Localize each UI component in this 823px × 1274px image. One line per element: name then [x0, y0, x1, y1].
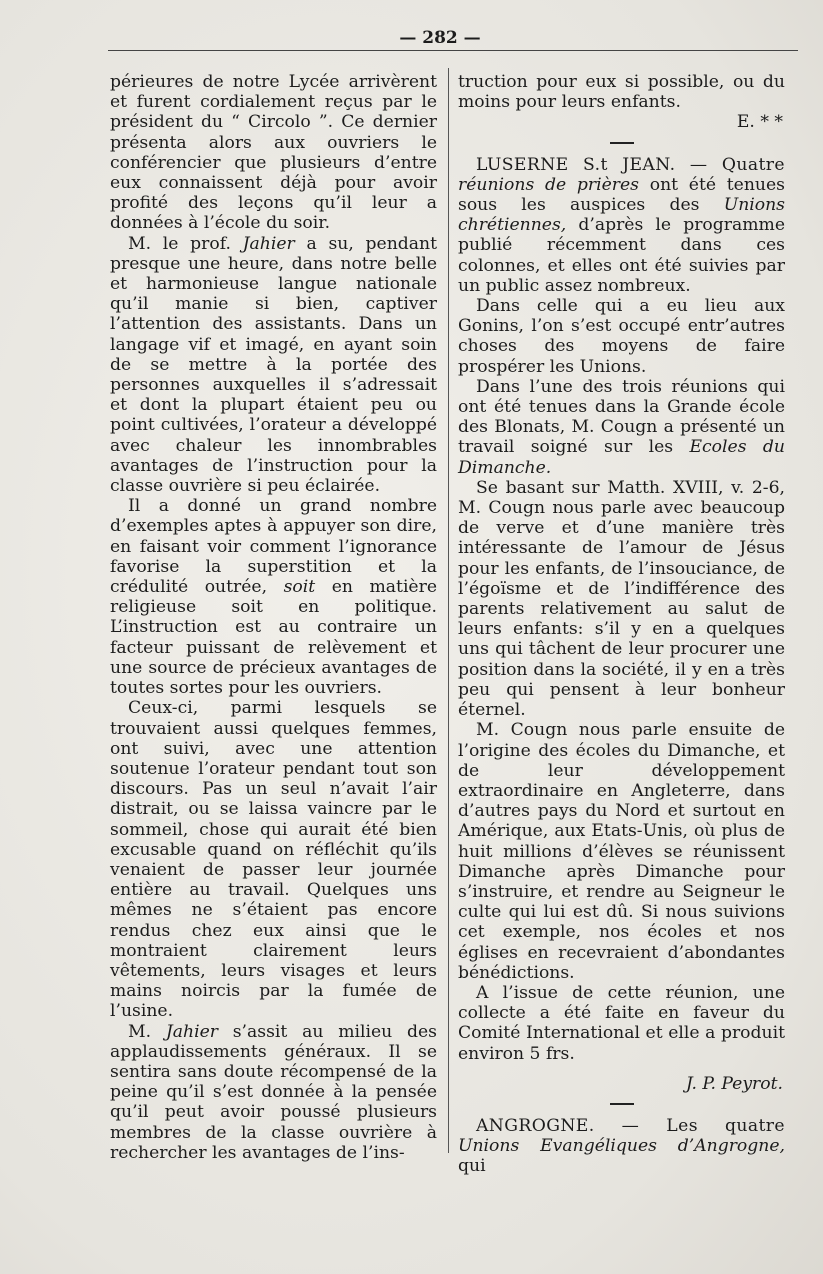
signature: E. * *	[736, 112, 783, 133]
paragraph: A l’issue de cette réunion, une collecte a été faite en faveur du Comité International et elle a produit environ 5 frs.	[458, 982, 785, 1064]
spacer	[458, 1064, 785, 1074]
person-name: Jahier	[165, 1021, 218, 1042]
paragraph: Dans celle qui a eu lieu aux Gonins, l’on s’est occupé entr’autres choses des moyens de faire prospérer les Unions.	[458, 296, 785, 377]
page-header	[0, 20, 823, 56]
header-rule	[108, 50, 798, 51]
paragraph: M. Jahier s’assit au milieu des applaudissements généraux. Il se sentira sans doute récompensé de la peine qu’il s’est donnée à la pensée qu’il peut avoir poussé plusieurs membres de la classe ouvrière à rechercher les avantages de l’ins-	[110, 1021, 437, 1163]
paragraph: M. Cougn nous parle ensuite de l’origine des écoles du Dimanche, et de leur développement extraordinaire en Angleterre, dans d’autres pays du Nord et surtout en Amérique, aux Etats-Unis, où plus de huit millions d’élèves se réunissent Dimanche après Dimanche pour s’instruire, et rendre au Seigneur le culte qui lui est dû. Si nous suivions cet exemple, nos écoles et nos églises en recevraient d’abondantes bénédictions.	[458, 720, 785, 983]
right-column	[458, 72, 785, 1177]
paragraph: LUSERNE S.t JEAN. — Quatre réunions de prières ont été tenues sous les auspices des Unions chrétiennes, d’après le programme publié récemment dans ces colonnes, et elles ont été suivies par un public assez nombreux.	[458, 154, 785, 296]
paragraph: ANGROGNE. — Les quatre Unions Evangéliques d’Angrogne, qui	[458, 1115, 785, 1177]
person-name: Jahier	[242, 233, 295, 254]
paragraph: truction pour eux si possible, ou du moins pour leurs enfants.	[458, 72, 785, 113]
section-separator	[610, 142, 634, 144]
paragraph: Dans l’une des trois réunions qui ont été tenues dans la Grande école des Blonats, M. Cougn a présenté un travail soigné sur les Ecoles du Dimanche.	[458, 376, 785, 478]
column-divider	[448, 68, 449, 1153]
section-separator	[610, 1103, 634, 1105]
paragraph: Se basant sur Matth. XVIII, v. 2-6, M. Cougn nous parle avec beaucoup de verve et d’une manière très intéressante de l’amour de Jésus pour les enfants, de l’insouciance, de l’égoïsme et de l’indifférence des parents relativement au salut de leurs enfants: s’il y en a quelques uns qui tâchent de leur procurer une position dans la société, il y en a très peu qui pensent à leur bonheur éternel.	[458, 477, 785, 721]
page-number: — 282 —	[399, 28, 481, 48]
paragraph: Il a donné un grand nombre d’exemples aptes à appuyer son dire, en faisant voir comment l’ignorance favorise la superstition et la crédulité outrée, soit en matière religieuse soit en politique. L’instruction est au contraire un facteur puissant de relèvement et une source de précieux avantages de toutes sortes pour les ouvriers.	[110, 496, 437, 699]
signature: J. P. Peyrot.	[685, 1073, 783, 1094]
paragraph: périeures de notre Lycée arrivèrent et furent cordialement reçus par le président du “ Circolo ”. Ce dernier présenta alors aux ouvriers le conférencier que plusieurs d’entre eux connaissent déjà pour avoir profité des leçons qu’il leur a données à l’école du soir.	[110, 72, 437, 234]
paragraph: Ceux-ci, parmi lesquels se trouvaient aussi quelques femmes, ont suivi, avec une attention soutenue l’orateur pendant tout son discours. Pas un seul n’avait l’air distrait, ou se laissa vaincre par le sommeil, chose qui aurait été bien excusable quand on réfléchit qu’ils venaient de passer leur journée entière au travail. Quelques uns mêmes ne s’étaient pas encore rendus chez eux ainsi que le montraient clairement leurs vêtements, leurs visages et leurs mains noircis par la fumée de l’usine.	[110, 698, 437, 1022]
left-column	[110, 72, 437, 1163]
paragraph: M. le prof. Jahier a su, pendant presque une heure, dans notre belle et harmonieuse langue nationale qu’il manie si bien, captiver l’attention des assistants. Dans un langage vif et imagé, en ayant soin de se mettre à la portée des personnes auxquelles il s’adressait et dont la plupart étaient peu ou point cultivées, l’orateur a développé avec chaleur les innombrables avantages de l’instruction pour la classe ouvrière si peu éclairée.	[110, 233, 437, 497]
